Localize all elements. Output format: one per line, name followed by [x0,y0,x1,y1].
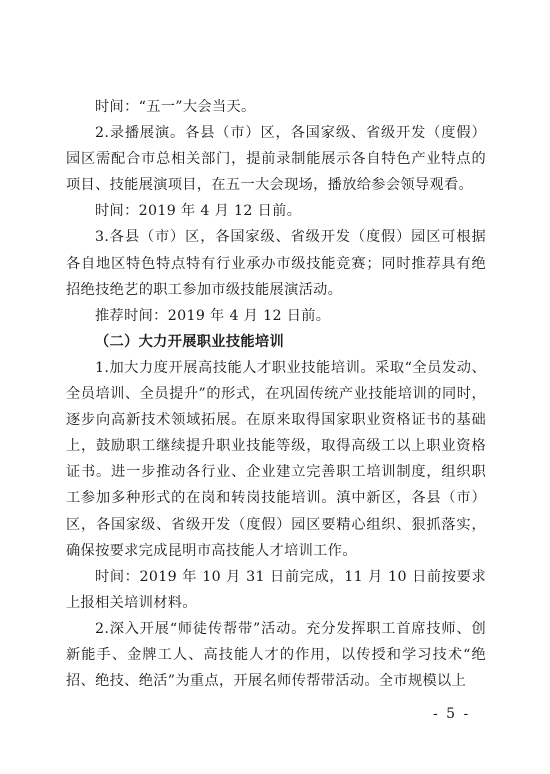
page-number: - 5 - [433,706,471,722]
paragraph-training-deadline: 时间：2019 年 10 月 31 日前完成，11 月 10 日前按要求上报相关培训材料。 [66,568,486,611]
paragraph-recommend-time: 推荐时间：2019 年 4 月 12 日前。 [95,307,331,324]
paragraph-skill-competition: 3.各县（市）区，各国家级、省级开发（度假）园区可根据各自地区特色特点特有行业承办市级技能竞赛；同时推荐具有绝招绝技绝艺的职工参加市级技能展演活动。 [66,229,486,298]
paragraph-recorded-performance: 2.录播展演。各县（市）区，各国家级、省级开发（度假）园区需配合市总相关部门，提前录制能展示各自特色产业特点的项目、技能展演项目，在五一大会现场，播放给参会领导观看。 [66,125,486,194]
paragraph-time-may-day: 时间：“五一”大会当天。 [95,99,256,115]
paragraph-mentorship-activity: 2.深入开展“师徒传帮带”活动。充分发挥职工首席技师、创新能手、金牌工人、高技能人才的作用，以传授和学习技术“绝招、绝技、绝活”为重点，开展名师传帮带活动。全市规模以上 [66,620,486,690]
section-heading-vocational-training: （二）大力开展职业技能培训 [95,333,284,350]
paragraph-high-skill-training: 1.加大力度开展高技能人才职业技能培训。采取“全员发动、全员培训、全员提升”的形式，在巩固传统产业技能培训的同时，逐步向高新技术领域拓展。在原来取得国家职业资格证书的基础上，鼓励职工继续提升职业技能等级，取得高级工以上职业资格证书。进一步推动各行业、企业建立完善职工培训制度，组织职工参加多种形式的在岗和转岗技能培训。滇中新区，各县（市）区，各国家级、省级开发（度假）园区要精心组织、狠抓落实，确保按要求完成昆明市高技能人才培训工作。 [66,359,486,559]
paragraph-time-april-12: 时间：2019 年 4 月 12 日前。 [95,203,302,220]
document-body [66,94,486,694]
